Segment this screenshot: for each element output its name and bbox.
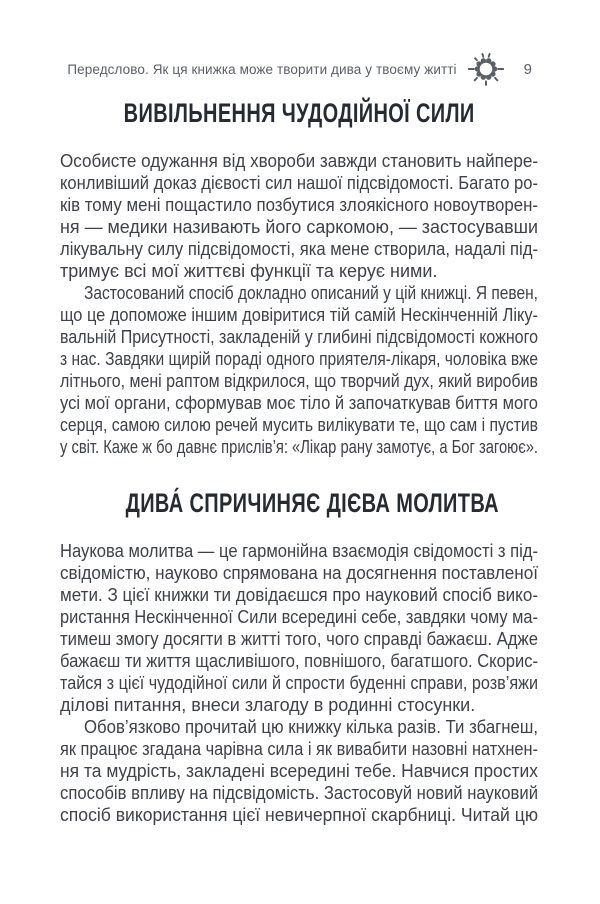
text-line: ристання Нескінченної Сили всередині себе, завдяки чому ма- (60, 607, 538, 627)
paragraph-2 (60, 282, 538, 458)
text-line: ків тому мені пощастило позбутися злоякісного новоутворен- (60, 195, 538, 215)
text-line: лікувальну силу підсвідомості, яка мене створила, надалі під- (60, 239, 538, 259)
paragraph-3 (60, 540, 538, 716)
text-line: з нас. Завдяки щирій пораді одного приятеля-лікаря, чоловіка вже (60, 349, 538, 369)
text-line: бажаєш ти життя щасливішого, повнішого, багатшого. Скорис- (60, 651, 538, 671)
text-line: конливіший доказ дієвості сил нашої підсвідомості. Багато ро- (60, 173, 538, 193)
text-line: ня та мудрість, закладені всередині тебе. Навчися простих (60, 761, 538, 781)
sun-ornament-icon (468, 51, 504, 87)
text-line: у світ. Каже ж бо давнє прислів’я: «Лікар рану замотує, а Бог загоює». (60, 437, 538, 457)
text-line: тримує всі мої життєві функції та керує ними. (60, 261, 438, 281)
text-line: ня — медики називають його саркомою, — застосувавши (60, 217, 538, 237)
running-header-title: Передслово. Як ця книжка може творити дива у твоєму житті (67, 61, 457, 77)
text-line: Застосований спосіб докладно описаний у цій книжці. Я певен, (84, 283, 538, 303)
text-line: Особисте одужання від хвороби завжди становить найпере- (60, 151, 538, 171)
text-line: спосіб використання цієї невичерпної скарбниці. Читай цю (60, 805, 538, 825)
paragraph-4 (60, 716, 538, 826)
chapter-heading-2: ДИВА́ СПРИЧИНЯЄ ДІЄВА МОЛИТВА (125, 488, 499, 518)
text-line: способів впливу на підсвідомість. Застосовуй новий науковий (60, 783, 538, 803)
paragraph-1 (60, 150, 538, 282)
page-number: 9 (523, 60, 532, 78)
text-line: Наукова молитва — це гармонійна взаємодія свідомості з під- (60, 541, 538, 561)
running-header (60, 50, 538, 88)
text-line: Обов’язково прочитай цю книжку кілька разів. Ти збагнеш, (84, 717, 538, 737)
text-line: серця, самою силою речей мусить вилікувати те, що сам і пустив (60, 415, 538, 435)
text-line: усі мої органи, сформував моє тіло й започаткував биття мого (60, 393, 538, 413)
text-line: свідомістю, науково спрямована на досягнення поставленої (60, 563, 538, 583)
text-line: як працює згадана чарівна сила і як вивабити назовні натхнен- (60, 739, 538, 759)
text-line: ділові питання, внеси злагоду в родинні стосунки. (60, 695, 476, 715)
text-line: що це допоможе іншим довіритися тій самій Нескінченній Ліку- (60, 305, 538, 325)
chapter-heading-1: ВИВІЛЬНЕННЯ ЧУДОДІЙНОЇ СИЛИ (123, 98, 475, 128)
text-line: тимеш змогу досягти в житті того, чого справді бажаєш. Адже (60, 629, 538, 649)
text-line: літнього, мені раптом відкрилося, що творчий дух, який виробив (60, 371, 538, 391)
text-line: мети. З цієї книжки ти довідаєшся про науковий спосіб вико- (60, 585, 538, 605)
text-line: тайся з цієї чудодійної сили й спрости буденні справи, розв’яжи (60, 673, 538, 693)
text-line: вальній Присутності, закладеній у глибині підсвідомості кожного (60, 327, 538, 347)
